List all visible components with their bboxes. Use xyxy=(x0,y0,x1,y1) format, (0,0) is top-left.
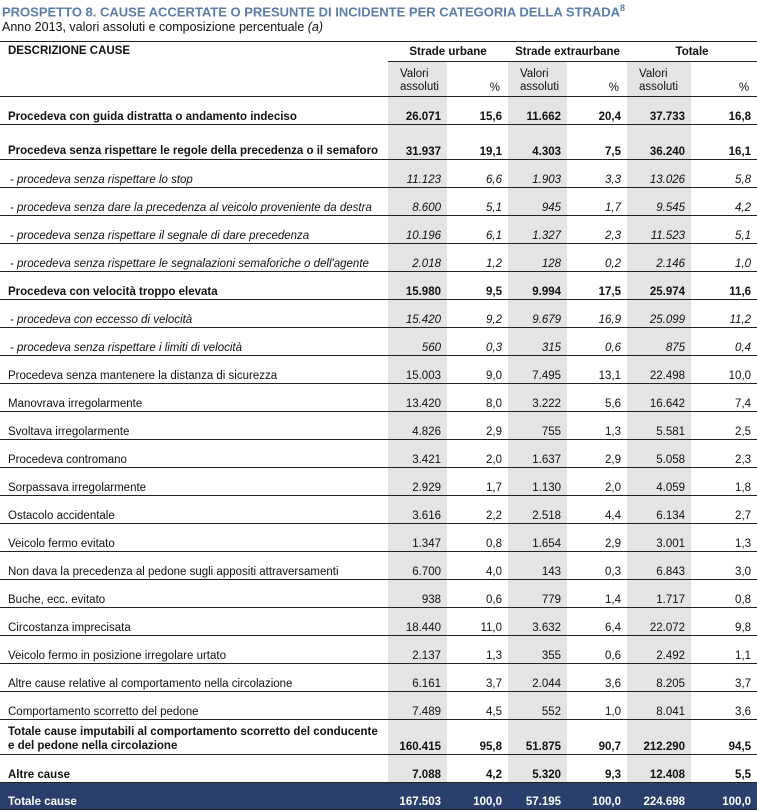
row-label: Buche, ecc. evitato xyxy=(0,580,388,608)
cell-abs-total: 25.099 xyxy=(627,300,691,328)
cell-abs-total: 9.545 xyxy=(627,188,691,216)
cell-pct-extraurban: 1,3 xyxy=(567,412,627,440)
cell-abs-urban: 2.929 xyxy=(388,468,447,496)
cell-pct-total: 100,0 xyxy=(691,783,757,810)
cell-abs-total: 2.492 xyxy=(627,636,691,664)
cell-pct-extraurban: 9,3 xyxy=(567,755,627,783)
cell-pct-total: 3,7 xyxy=(691,664,757,692)
cell-pct-total: 3,0 xyxy=(691,552,757,580)
cell-abs-urban: 6.700 xyxy=(388,552,447,580)
cell-pct-urban: 6,1 xyxy=(447,216,508,244)
table-row xyxy=(0,384,757,412)
table-row xyxy=(0,244,757,272)
cell-pct-total: 7,4 xyxy=(691,384,757,412)
row-label: Procedeva senza rispettare le regole della precedenza o il semaforo xyxy=(0,125,388,160)
cell-abs-total: 3.001 xyxy=(627,524,691,552)
cell-pct-urban: 2,0 xyxy=(447,440,508,468)
row-label: Comportamento scorretto del pedone xyxy=(0,692,388,720)
cell-abs-extraurban: 355 xyxy=(508,636,567,664)
column-group-total: Totale xyxy=(627,42,757,62)
cell-pct-extraurban: 0,6 xyxy=(567,636,627,664)
cell-abs-total: 5.058 xyxy=(627,440,691,468)
cell-pct-total: 11,2 xyxy=(691,300,757,328)
row-label: - procedeva senza rispettare il segnale di dare precedenza xyxy=(0,216,388,244)
row-label: Veicolo fermo evitato xyxy=(0,524,388,552)
cell-abs-extraurban: 315 xyxy=(508,328,567,356)
cell-abs-total: 11.523 xyxy=(627,216,691,244)
table-row xyxy=(0,188,757,216)
cell-abs-extraurban: 9.679 xyxy=(508,300,567,328)
cell-pct-extraurban: 20,4 xyxy=(567,97,627,125)
cell-pct-urban: 8,0 xyxy=(447,384,508,412)
page-subtitle: Anno 2013, valori assoluti e composizione percentuale (a) xyxy=(2,20,324,34)
table-row xyxy=(0,356,757,384)
cell-pct-extraurban: 3,3 xyxy=(567,160,627,188)
cell-abs-urban: 31.937 xyxy=(388,125,447,160)
cell-pct-extraurban: 2,9 xyxy=(567,524,627,552)
table-row xyxy=(0,328,757,356)
cell-pct-total: 16,1 xyxy=(691,125,757,160)
table-row xyxy=(0,720,757,755)
cell-abs-urban: 7.088 xyxy=(388,755,447,783)
table-row xyxy=(0,97,757,125)
cell-abs-urban: 2.018 xyxy=(388,244,447,272)
cell-abs-extraurban: 7.495 xyxy=(508,356,567,384)
cell-pct-extraurban: 7,5 xyxy=(567,125,627,160)
cell-abs-urban: 938 xyxy=(388,580,447,608)
column-header-abs-urban: Valori assoluti xyxy=(388,62,447,97)
cell-pct-total: 3,6 xyxy=(691,692,757,720)
cell-pct-total: 94,5 xyxy=(691,720,757,755)
cell-abs-total: 36.240 xyxy=(627,125,691,160)
cell-abs-urban: 160.415 xyxy=(388,720,447,755)
row-label: - procedeva con eccesso di velocità xyxy=(0,300,388,328)
cell-pct-urban: 4,2 xyxy=(447,755,508,783)
row-label: Manovrava irregolarmente xyxy=(0,384,388,412)
row-label: Altre cause relative al comportamento nella circolazione xyxy=(0,664,388,692)
cell-pct-total: 2,7 xyxy=(691,496,757,524)
cell-pct-total: 2,3 xyxy=(691,440,757,468)
row-label: Non dava la precedenza al pedone sugli appositi attraversamenti xyxy=(0,552,388,580)
row-label: Veicolo fermo in posizione irregolare urtato xyxy=(0,636,388,664)
cell-abs-extraurban: 143 xyxy=(508,552,567,580)
row-label: Totale cause imputabili al comportamento scorretto del conducente e del pedone nella circolazione xyxy=(0,720,388,755)
cell-abs-total: 37.733 xyxy=(627,97,691,125)
cell-abs-urban: 167.503 xyxy=(388,783,447,810)
cell-abs-total: 16.642 xyxy=(627,384,691,412)
cell-abs-urban: 15.420 xyxy=(388,300,447,328)
cell-abs-total: 6.134 xyxy=(627,496,691,524)
table-row xyxy=(0,272,757,300)
cell-pct-urban: 0,6 xyxy=(447,580,508,608)
cell-abs-urban: 18.440 xyxy=(388,608,447,636)
row-label: Ostacolo accidentale xyxy=(0,496,388,524)
cell-pct-extraurban: 0,6 xyxy=(567,328,627,356)
table-row xyxy=(0,468,757,496)
table-row xyxy=(0,664,757,692)
cell-abs-extraurban: 4.303 xyxy=(508,125,567,160)
cell-pct-extraurban: 17,5 xyxy=(567,272,627,300)
cell-pct-urban: 3,7 xyxy=(447,664,508,692)
cell-abs-total: 22.072 xyxy=(627,608,691,636)
cell-abs-urban: 3.616 xyxy=(388,496,447,524)
cell-pct-extraurban: 16,9 xyxy=(567,300,627,328)
cell-pct-urban: 9,5 xyxy=(447,272,508,300)
cell-abs-total: 22.498 xyxy=(627,356,691,384)
cell-abs-extraurban: 1.637 xyxy=(508,440,567,468)
cell-pct-extraurban: 5,6 xyxy=(567,384,627,412)
column-header-abs-total: Valori assoluti xyxy=(627,62,691,97)
cell-abs-total: 5.581 xyxy=(627,412,691,440)
cell-abs-urban: 2.137 xyxy=(388,636,447,664)
table-row xyxy=(0,160,757,188)
cell-pct-urban: 2,9 xyxy=(447,412,508,440)
cell-abs-urban: 11.123 xyxy=(388,160,447,188)
table-row xyxy=(0,692,757,720)
cell-abs-extraurban: 945 xyxy=(508,188,567,216)
table-row xyxy=(0,125,757,160)
cell-abs-urban: 13.420 xyxy=(388,384,447,412)
cell-abs-urban: 8.600 xyxy=(388,188,447,216)
cell-abs-urban: 560 xyxy=(388,328,447,356)
cell-pct-extraurban: 3,6 xyxy=(567,664,627,692)
cell-pct-extraurban: 6,4 xyxy=(567,608,627,636)
table-row xyxy=(0,524,757,552)
cell-pct-urban: 4,5 xyxy=(447,692,508,720)
table-row xyxy=(0,552,757,580)
cell-pct-total: 16,8 xyxy=(691,97,757,125)
cell-pct-extraurban: 13,1 xyxy=(567,356,627,384)
cell-pct-urban: 95,8 xyxy=(447,720,508,755)
cell-pct-total: 9,8 xyxy=(691,608,757,636)
cell-abs-total: 4.059 xyxy=(627,468,691,496)
cell-pct-urban: 1,7 xyxy=(447,468,508,496)
cell-abs-extraurban: 51.875 xyxy=(508,720,567,755)
cell-pct-total: 1,1 xyxy=(691,636,757,664)
row-label: - procedeva senza rispettare lo stop xyxy=(0,160,388,188)
cell-abs-urban: 26.071 xyxy=(388,97,447,125)
row-label: - procedeva senza rispettare le segnalazioni semaforiche o dell'agente xyxy=(0,244,388,272)
cell-abs-extraurban: 779 xyxy=(508,580,567,608)
column-group-extraurban: Strade extraurbane xyxy=(508,42,627,62)
cell-pct-urban: 1,3 xyxy=(447,636,508,664)
cell-pct-extraurban: 90,7 xyxy=(567,720,627,755)
cell-abs-extraurban: 11.662 xyxy=(508,97,567,125)
cell-abs-total: 8.205 xyxy=(627,664,691,692)
table-row xyxy=(0,755,757,783)
column-header-description: DESCRIZIONE CAUSE xyxy=(0,42,388,97)
cell-pct-urban: 19,1 xyxy=(447,125,508,160)
cell-abs-total: 224.698 xyxy=(627,783,691,810)
cell-abs-total: 8.041 xyxy=(627,692,691,720)
cell-pct-urban: 4,0 xyxy=(447,552,508,580)
cell-pct-urban: 9,0 xyxy=(447,356,508,384)
row-label: Procedeva senza mantenere la distanza di sicurezza xyxy=(0,356,388,384)
cell-pct-urban: 1,2 xyxy=(447,244,508,272)
cell-abs-urban: 10.196 xyxy=(388,216,447,244)
cell-abs-total: 2.146 xyxy=(627,244,691,272)
cell-pct-urban: 100,0 xyxy=(447,783,508,810)
cell-pct-urban: 0,8 xyxy=(447,524,508,552)
cell-abs-urban: 6.161 xyxy=(388,664,447,692)
cell-abs-urban: 15.980 xyxy=(388,272,447,300)
table-row xyxy=(0,216,757,244)
row-label: Totale cause xyxy=(0,783,388,810)
column-header-abs-extraurban: Valori assoluti xyxy=(508,62,567,97)
cell-pct-extraurban: 0,3 xyxy=(567,552,627,580)
cell-pct-total: 2,5 xyxy=(691,412,757,440)
cell-pct-extraurban: 100,0 xyxy=(567,783,627,810)
cell-abs-total: 1.717 xyxy=(627,580,691,608)
cell-abs-urban: 3.421 xyxy=(388,440,447,468)
table-row xyxy=(0,636,757,664)
table-row xyxy=(0,440,757,468)
row-label: - procedeva senza dare la precedenza al veicolo proveniente da destra xyxy=(0,188,388,216)
cell-abs-total: 6.843 xyxy=(627,552,691,580)
cell-pct-urban: 11,0 xyxy=(447,608,508,636)
table-row xyxy=(0,412,757,440)
cell-abs-extraurban: 3.632 xyxy=(508,608,567,636)
cell-pct-extraurban: 1,7 xyxy=(567,188,627,216)
table-row xyxy=(0,783,757,810)
cell-abs-extraurban: 755 xyxy=(508,412,567,440)
column-header-pct-extraurban: % xyxy=(567,62,627,97)
cell-pct-extraurban: 2,3 xyxy=(567,216,627,244)
subtitle-note: (a) xyxy=(307,20,324,34)
cell-pct-extraurban: 2,9 xyxy=(567,440,627,468)
cell-pct-total: 0,4 xyxy=(691,328,757,356)
cell-pct-urban: 2,2 xyxy=(447,496,508,524)
cell-pct-total: 5,1 xyxy=(691,216,757,244)
cell-abs-extraurban: 3.222 xyxy=(508,384,567,412)
cell-abs-extraurban: 128 xyxy=(508,244,567,272)
cell-pct-total: 1,3 xyxy=(691,524,757,552)
cell-abs-extraurban: 9.994 xyxy=(508,272,567,300)
cell-abs-urban: 4.826 xyxy=(388,412,447,440)
row-label: Sorpassava irregolarmente xyxy=(0,468,388,496)
cell-abs-extraurban: 5.320 xyxy=(508,755,567,783)
cell-pct-total: 11,6 xyxy=(691,272,757,300)
cell-pct-total: 0,8 xyxy=(691,580,757,608)
title-footnote-marker: 8 xyxy=(620,3,626,13)
cell-abs-urban: 7.489 xyxy=(388,692,447,720)
cell-pct-total: 1,8 xyxy=(691,468,757,496)
row-label: Procedeva contromano xyxy=(0,440,388,468)
cell-pct-extraurban: 0,2 xyxy=(567,244,627,272)
table-row xyxy=(0,300,757,328)
cell-abs-total: 13.026 xyxy=(627,160,691,188)
cell-abs-extraurban: 2.518 xyxy=(508,496,567,524)
cell-pct-urban: 0,3 xyxy=(447,328,508,356)
cell-abs-extraurban: 1.903 xyxy=(508,160,567,188)
cell-pct-urban: 6,6 xyxy=(447,160,508,188)
cell-abs-extraurban: 1.654 xyxy=(508,524,567,552)
cell-abs-extraurban: 57.195 xyxy=(508,783,567,810)
cell-abs-urban: 15.003 xyxy=(388,356,447,384)
row-label: Circostanza imprecisata xyxy=(0,608,388,636)
cell-abs-total: 25.974 xyxy=(627,272,691,300)
cell-pct-total: 5,5 xyxy=(691,755,757,783)
cell-abs-extraurban: 552 xyxy=(508,692,567,720)
cell-abs-total: 212.290 xyxy=(627,720,691,755)
column-header-pct-total: % xyxy=(691,62,757,97)
cell-pct-urban: 15,6 xyxy=(447,97,508,125)
cell-abs-extraurban: 1.327 xyxy=(508,216,567,244)
row-label: Altre cause xyxy=(0,755,388,783)
row-label: Svoltava irregolarmente xyxy=(0,412,388,440)
cell-abs-total: 12.408 xyxy=(627,755,691,783)
column-group-urban: Strade urbane xyxy=(388,42,508,62)
cell-abs-extraurban: 2.044 xyxy=(508,664,567,692)
causes-table xyxy=(0,41,757,810)
cell-abs-total: 875 xyxy=(627,328,691,356)
cell-pct-extraurban: 1,0 xyxy=(567,692,627,720)
table-row xyxy=(0,608,757,636)
cell-pct-urban: 9,2 xyxy=(447,300,508,328)
cell-pct-total: 4,2 xyxy=(691,188,757,216)
cell-pct-total: 5,8 xyxy=(691,160,757,188)
row-label: - procedeva senza rispettare i limiti di velocità xyxy=(0,328,388,356)
cell-pct-extraurban: 1,4 xyxy=(567,580,627,608)
table-row xyxy=(0,580,757,608)
cell-pct-extraurban: 2,0 xyxy=(567,468,627,496)
cell-pct-urban: 5,1 xyxy=(447,188,508,216)
cell-abs-extraurban: 1.130 xyxy=(508,468,567,496)
row-label: Procedeva con guida distratta o andamento indeciso xyxy=(0,97,388,125)
cell-pct-total: 10,0 xyxy=(691,356,757,384)
table-row xyxy=(0,496,757,524)
cell-pct-extraurban: 4,4 xyxy=(567,496,627,524)
cell-abs-urban: 1.347 xyxy=(388,524,447,552)
page-title: PROSPETTO 8. CAUSE ACCERTATE O PRESUNTE DI INCIDENTE PER CATEGORIA DELLA STRADA$^8$ xyxy=(2,3,626,20)
cell-pct-total: 1,0 xyxy=(691,244,757,272)
column-header-pct-urban: % xyxy=(447,62,508,97)
row-label: Procedeva con velocità troppo elevata xyxy=(0,272,388,300)
